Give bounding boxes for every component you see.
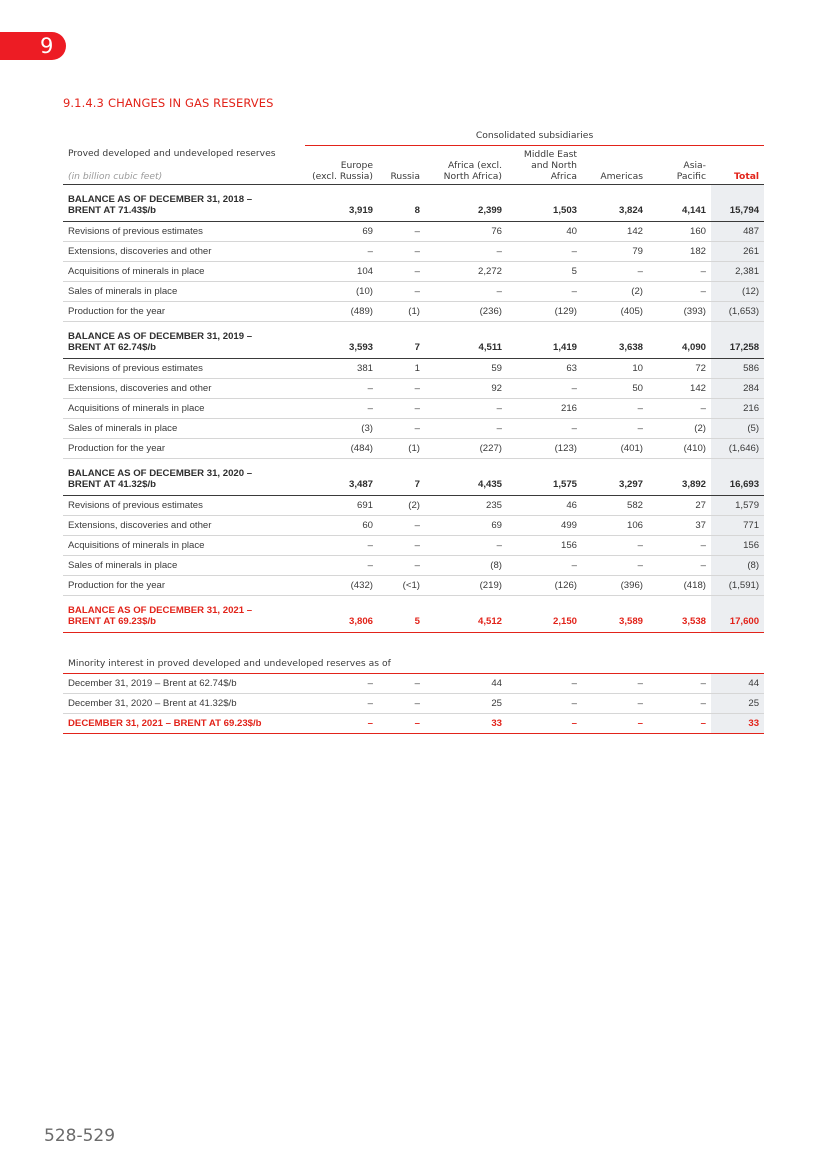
value-cell: 3,638: [582, 322, 648, 359]
value-cell: 69: [425, 516, 507, 536]
value-cell: –: [507, 556, 582, 576]
total-cell: (8): [711, 556, 764, 576]
total-cell: 17,600: [711, 596, 764, 633]
row-label: Revisions of previous estimates: [63, 222, 305, 242]
value-cell: 3,593: [305, 322, 378, 359]
value-cell: –: [378, 379, 425, 399]
value-cell: –: [425, 282, 507, 302]
value-cell: (236): [425, 302, 507, 322]
total-cell: (1,646): [711, 439, 764, 459]
balance-label: BALANCE AS OF DECEMBER 31, 2019 – BRENT AT 62.74$/b: [63, 322, 305, 359]
value-cell: –: [582, 419, 648, 439]
total-cell: 156: [711, 536, 764, 556]
value-cell: 50: [582, 379, 648, 399]
value-cell: 582: [582, 496, 648, 516]
table-row: [63, 399, 764, 419]
value-cell: –: [582, 536, 648, 556]
value-cell: (489): [305, 302, 378, 322]
table-row: [63, 419, 764, 439]
value-cell: 5: [507, 262, 582, 282]
balance-label: BALANCE AS OF DECEMBER 31, 2020 – BRENT AT 41.32$/b: [63, 459, 305, 496]
value-cell: –: [378, 399, 425, 419]
total-cell: 2,381: [711, 262, 764, 282]
value-cell: (227): [425, 439, 507, 459]
minority-interest-title: Minority interest in proved developed and undeveloped reserves as of: [63, 653, 764, 674]
value-cell: (126): [507, 576, 582, 596]
total-cell: 261: [711, 242, 764, 262]
page-number: 528-529: [44, 1126, 116, 1146]
table-row: [63, 536, 764, 556]
value-cell: (2): [648, 419, 711, 439]
col-header-total: Total: [733, 171, 760, 182]
value-cell: 4,512: [425, 596, 507, 633]
value-cell: 4,090: [648, 322, 711, 359]
value-cell: –: [582, 674, 648, 694]
col-header-asia-pacific: Asia- Pacific: [676, 160, 706, 182]
table-row: [63, 242, 764, 262]
value-cell: 691: [305, 496, 378, 516]
value-cell: 3,824: [582, 185, 648, 222]
table-row: [63, 222, 764, 242]
value-cell: –: [582, 399, 648, 419]
total-cell: 33: [711, 714, 764, 734]
row-label: Production for the year: [63, 576, 305, 596]
value-cell: 4,141: [648, 185, 711, 222]
value-cell: –: [507, 694, 582, 714]
value-cell: –: [648, 262, 711, 282]
total-cell: 15,794: [711, 185, 764, 222]
value-cell: –: [648, 556, 711, 576]
table-row: [63, 262, 764, 282]
value-cell: 5: [378, 596, 425, 633]
value-cell: –: [582, 262, 648, 282]
value-cell: –: [507, 674, 582, 694]
value-cell: 76: [425, 222, 507, 242]
value-cell: 7: [378, 322, 425, 359]
minority-interest-body: [63, 674, 764, 734]
value-cell: –: [378, 516, 425, 536]
row-label: Extensions, discoveries and other: [63, 242, 305, 262]
total-cell: 17,258: [711, 322, 764, 359]
value-cell: –: [305, 556, 378, 576]
value-cell: 182: [648, 242, 711, 262]
value-cell: –: [648, 536, 711, 556]
value-cell: –: [648, 714, 711, 734]
value-cell: (405): [582, 302, 648, 322]
value-cell: –: [648, 694, 711, 714]
row-label: DECEMBER 31, 2021 – BRENT AT 69.23$/b: [63, 714, 305, 734]
table-row: [63, 302, 764, 322]
value-cell: –: [425, 536, 507, 556]
col-header-russia: Russia: [390, 171, 420, 182]
total-cell: (1,653): [711, 302, 764, 322]
balance-row: [63, 185, 764, 222]
value-cell: –: [378, 674, 425, 694]
value-cell: –: [378, 714, 425, 734]
minority-total-row: [63, 714, 764, 734]
row-label: Sales of minerals in place: [63, 556, 305, 576]
value-cell: –: [648, 282, 711, 302]
value-cell: 3,806: [305, 596, 378, 633]
total-cell: 284: [711, 379, 764, 399]
value-cell: –: [425, 419, 507, 439]
value-cell: –: [378, 419, 425, 439]
value-cell: (10): [305, 282, 378, 302]
value-cell: 1: [378, 359, 425, 379]
value-cell: (401): [582, 439, 648, 459]
row-label: Acquisitions of minerals in place: [63, 536, 305, 556]
col-header-middle-east: Middle East and North Africa: [523, 149, 577, 182]
total-cell: (12): [711, 282, 764, 302]
value-cell: 4,511: [425, 322, 507, 359]
value-cell: 381: [305, 359, 378, 379]
value-cell: (2): [582, 282, 648, 302]
value-cell: –: [378, 536, 425, 556]
row-label: Production for the year: [63, 302, 305, 322]
value-cell: –: [378, 242, 425, 262]
balance-label: BALANCE AS OF DECEMBER 31, 2021 – BRENT AT 69.23$/b: [63, 596, 305, 633]
value-cell: –: [305, 694, 378, 714]
value-cell: 63: [507, 359, 582, 379]
table-row: [63, 674, 764, 694]
gas-reserves-table-wrapper: [63, 123, 764, 734]
value-cell: (<1): [378, 576, 425, 596]
value-cell: –: [305, 536, 378, 556]
value-cell: (396): [582, 576, 648, 596]
value-cell: 104: [305, 262, 378, 282]
col-header-americas: Americas: [600, 171, 643, 182]
total-cell: 25: [711, 694, 764, 714]
value-cell: 3,919: [305, 185, 378, 222]
value-cell: –: [425, 399, 507, 419]
value-cell: 160: [648, 222, 711, 242]
value-cell: (1): [378, 439, 425, 459]
row-label: Extensions, discoveries and other: [63, 379, 305, 399]
value-cell: –: [582, 714, 648, 734]
value-cell: 10: [582, 359, 648, 379]
balance-row: [63, 459, 764, 496]
value-cell: –: [507, 419, 582, 439]
chapter-tab: [0, 32, 66, 60]
value-cell: 59: [425, 359, 507, 379]
row-label: Acquisitions of minerals in place: [63, 262, 305, 282]
value-cell: 2,399: [425, 185, 507, 222]
value-cell: –: [305, 714, 378, 734]
value-cell: –: [582, 556, 648, 576]
table-row: [63, 439, 764, 459]
value-cell: –: [305, 242, 378, 262]
value-cell: 142: [582, 222, 648, 242]
value-cell: 44: [425, 674, 507, 694]
minority-interest-title-row: [63, 653, 764, 674]
value-cell: –: [378, 282, 425, 302]
value-cell: 25: [425, 694, 507, 714]
value-cell: 4,435: [425, 459, 507, 496]
value-cell: 235: [425, 496, 507, 516]
total-cell: 487: [711, 222, 764, 242]
table-row: [63, 516, 764, 536]
table-row: [63, 379, 764, 399]
value-cell: –: [507, 282, 582, 302]
value-cell: (123): [507, 439, 582, 459]
reserves-label: Proved developed and undeveloped reserves: [68, 148, 276, 159]
value-cell: (8): [425, 556, 507, 576]
value-cell: 69: [305, 222, 378, 242]
value-cell: 106: [582, 516, 648, 536]
value-cell: (2): [378, 496, 425, 516]
table-row: [63, 496, 764, 516]
value-cell: 1,575: [507, 459, 582, 496]
value-cell: (418): [648, 576, 711, 596]
value-cell: 156: [507, 536, 582, 556]
row-label: Production for the year: [63, 439, 305, 459]
section-title: [63, 96, 274, 110]
value-cell: 79: [582, 242, 648, 262]
value-cell: –: [378, 262, 425, 282]
value-cell: 3,487: [305, 459, 378, 496]
row-label: Revisions of previous estimates: [63, 359, 305, 379]
value-cell: 1,503: [507, 185, 582, 222]
value-cell: 3,297: [582, 459, 648, 496]
row-label: Sales of minerals in place: [63, 282, 305, 302]
value-cell: –: [425, 242, 507, 262]
value-cell: (1): [378, 302, 425, 322]
value-cell: (410): [648, 439, 711, 459]
total-cell: 44: [711, 674, 764, 694]
value-cell: 499: [507, 516, 582, 536]
minority-interest-section: [63, 633, 764, 674]
row-label: Sales of minerals in place: [63, 419, 305, 439]
unit-label: (in billion cubic feet): [68, 171, 163, 182]
row-label: Extensions, discoveries and other: [63, 516, 305, 536]
value-cell: 33: [425, 714, 507, 734]
total-cell: 1,579: [711, 496, 764, 516]
table-row: [63, 576, 764, 596]
total-cell: (1,591): [711, 576, 764, 596]
value-cell: 72: [648, 359, 711, 379]
balance-row: [63, 322, 764, 359]
value-cell: –: [305, 399, 378, 419]
total-cell: 586: [711, 359, 764, 379]
value-cell: 2,150: [507, 596, 582, 633]
value-cell: (219): [425, 576, 507, 596]
value-cell: 8: [378, 185, 425, 222]
table-row: [63, 694, 764, 714]
balance-row: [63, 596, 764, 633]
reserves-body: [63, 185, 764, 633]
value-cell: –: [648, 399, 711, 419]
section-title-text: CHANGES IN GAS RESERVES: [107, 96, 274, 110]
col-header-europe: Europe (excl. Russia): [312, 160, 373, 182]
value-cell: –: [648, 674, 711, 694]
value-cell: 60: [305, 516, 378, 536]
row-label-header: [63, 146, 305, 185]
value-cell: 27: [648, 496, 711, 516]
table-row: [63, 282, 764, 302]
value-cell: (393): [648, 302, 711, 322]
value-cell: (484): [305, 439, 378, 459]
total-cell: 216: [711, 399, 764, 419]
value-cell: 3,892: [648, 459, 711, 496]
value-cell: 7: [378, 459, 425, 496]
value-cell: –: [305, 674, 378, 694]
value-cell: –: [507, 714, 582, 734]
row-label: Revisions of previous estimates: [63, 496, 305, 516]
value-cell: 37: [648, 516, 711, 536]
gas-reserves-table: [63, 123, 764, 734]
value-cell: –: [378, 694, 425, 714]
value-cell: 46: [507, 496, 582, 516]
header-columns-row: [63, 146, 764, 185]
value-cell: 216: [507, 399, 582, 419]
table-row: [63, 359, 764, 379]
total-cell: 16,693: [711, 459, 764, 496]
value-cell: (432): [305, 576, 378, 596]
balance-label: BALANCE AS OF DECEMBER 31, 2018 – BRENT AT 71.43$/b: [63, 185, 305, 222]
total-cell: (5): [711, 419, 764, 439]
table-row: [63, 556, 764, 576]
col-header-africa: Africa (excl. North Africa): [443, 160, 502, 182]
section-number: 9.1.4.3: [63, 96, 104, 110]
value-cell: 1,419: [507, 322, 582, 359]
value-cell: 92: [425, 379, 507, 399]
row-label: December 31, 2020 – Brent at 41.32$/b: [63, 694, 305, 714]
value-cell: 40: [507, 222, 582, 242]
value-cell: 3,538: [648, 596, 711, 633]
header-group-row: [63, 123, 764, 146]
value-cell: 3,589: [582, 596, 648, 633]
value-cell: –: [582, 694, 648, 714]
value-cell: –: [378, 222, 425, 242]
value-cell: (129): [507, 302, 582, 322]
value-cell: 2,272: [425, 262, 507, 282]
value-cell: (3): [305, 419, 378, 439]
row-label: December 31, 2019 – Brent at 62.74$/b: [63, 674, 305, 694]
consolidated-subsidiaries-header: Consolidated subsidiaries: [305, 123, 764, 146]
total-cell: 771: [711, 516, 764, 536]
value-cell: 142: [648, 379, 711, 399]
value-cell: –: [507, 242, 582, 262]
value-cell: –: [378, 556, 425, 576]
row-label: Acquisitions of minerals in place: [63, 399, 305, 419]
value-cell: –: [305, 379, 378, 399]
value-cell: –: [507, 379, 582, 399]
chapter-number: 9: [40, 34, 54, 58]
